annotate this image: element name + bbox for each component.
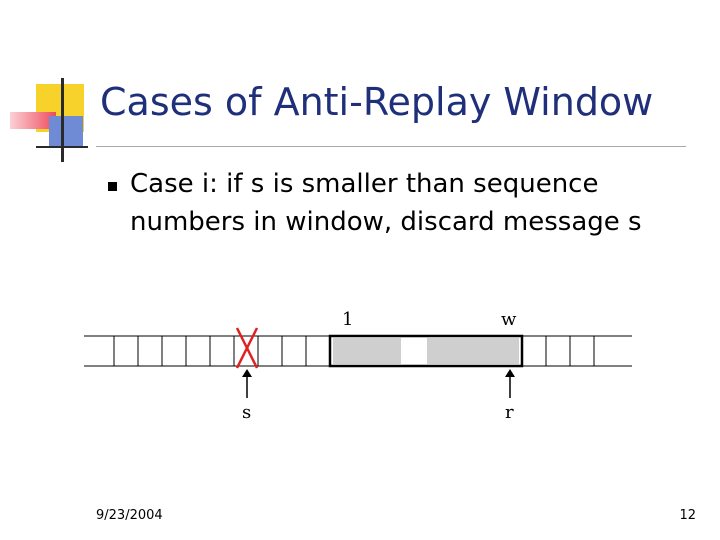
window-shaded-left [333, 338, 401, 364]
slide-title: Cases of Anti-Replay Window [100, 80, 654, 124]
window-empty-slot [401, 338, 427, 364]
s-arrow [242, 369, 252, 398]
window-start-label: 1 [342, 309, 354, 330]
replay-window [330, 336, 522, 366]
window-end-label: w [501, 309, 517, 330]
s-label: s [242, 402, 252, 423]
page-number: 12 [679, 508, 696, 523]
r-arrow [505, 369, 515, 398]
window-shaded-right [427, 338, 519, 364]
bullet-text: Case i: if s is smaller than sequence numbers in window, discard message s [130, 169, 642, 237]
r-label: r [505, 402, 514, 423]
discard-x-mark [237, 328, 257, 368]
footer-date: 9/23/2004 [96, 508, 163, 523]
